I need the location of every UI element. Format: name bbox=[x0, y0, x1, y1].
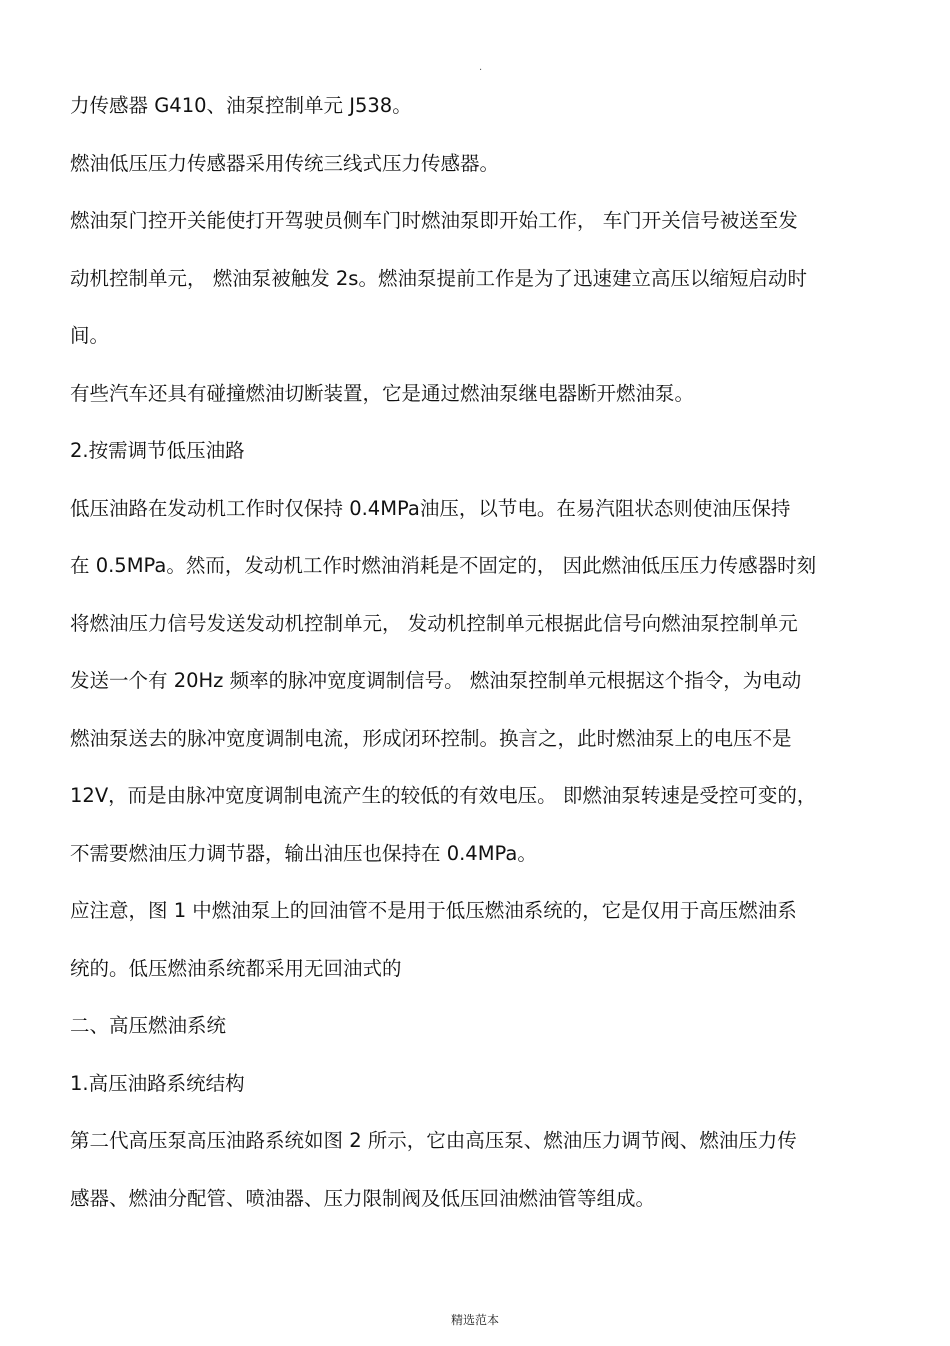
page-footer: 精选范本 bbox=[450, 1313, 499, 1327]
text-line: 力传感器 G410、油泵控制单元 J538。 bbox=[70, 94, 412, 117]
header-mark: . bbox=[479, 62, 483, 73]
text-line: 动机控制单元， 燃油泵被触发 2s。燃油泵提前工作是为了迅速建立高压以缩短启动时 bbox=[70, 267, 807, 290]
text-line: 燃油低压压力传感器采用传统三线式压力传感器。 bbox=[70, 152, 500, 175]
text-line: 低压油路在发动机工作时仅保持 0.4MPa油压，以节电。在易汽阻状态则使油压保持 bbox=[70, 497, 791, 520]
text-line: 感器、燃油分配管、喷油器、压力限制阀及低压回油燃油管等组成。 bbox=[70, 1187, 656, 1210]
section-heading: 2.按需调节低压油路 bbox=[70, 439, 245, 462]
text-line: 将燃油压力信号发送发动机控制单元， 发动机控制单元根据此信号向燃油泵控制单元 bbox=[70, 612, 798, 635]
text-line: 有些汽车还具有碰撞燃油切断装置，它是通过燃油泵继电器断开燃油泵。 bbox=[70, 382, 695, 405]
text-line: 发送一个有 20Hz 频率的脉冲宽度调制信号。 燃油泵控制单元根据这个指令，为电动 bbox=[70, 669, 802, 692]
text-line: 12V，而是由脉冲宽度调制电流产生的较低的有效电压。 即燃油泵转速是受控可变的， bbox=[70, 784, 817, 807]
text-line: 在 0.5MPa。然而，发动机工作时燃油消耗是不固定的， 因此燃油低压压力传感器时刻 bbox=[70, 554, 817, 577]
text-line: 燃油泵门控开关能使打开驾驶员侧车门时燃油泵即开始工作， 车门开关信号被送至发 bbox=[70, 209, 798, 232]
text-line: 统的。低压燃油系统都采用无回油式的 bbox=[70, 957, 402, 980]
text-line: 第二代高压泵高压油路系统如图 2 所示，它由高压泵、燃油压力调节阀、燃油压力传 bbox=[70, 1129, 797, 1152]
text-line: 不需要燃油压力调节器，输出油压也保持在 0.4MPa。 bbox=[70, 842, 537, 865]
section-heading: 1.高压油路系统结构 bbox=[70, 1072, 245, 1095]
text-line: 燃油泵送去的脉冲宽度调制电流，形成闭环控制。换言之，此时燃油泵上的电压不是 bbox=[70, 727, 792, 750]
text-line: 间。 bbox=[70, 324, 110, 347]
text-line: 应注意，图 1 中燃油泵上的回油管不是用于低压燃油系统的，它是仅用于高压燃油系 bbox=[70, 899, 797, 922]
section-heading: 二、高压燃油系统 bbox=[70, 1014, 227, 1037]
